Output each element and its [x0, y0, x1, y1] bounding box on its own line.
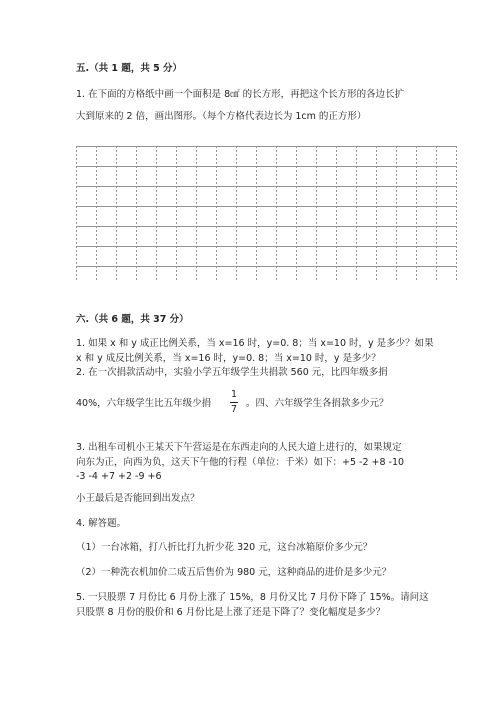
section-5-q1-line-1: 1. 在下面的方格纸中画一个面积是 8㎠ 的长方形，再把这个长方形的各边长扩 — [76, 89, 405, 100]
section-6-q1-line-1: 1. 如果 x 和 y 成正比例关系，当 x=16 时，y=0. 8；当 x=10 时，y 是多少？如果 — [76, 338, 434, 349]
fraction-one-seventh — [228, 389, 240, 416]
section-6-q2-line-1: 2. 在一次捐款活动中，实验小学五年级学生共捐款 560 元，比四年级多捐 — [76, 367, 388, 378]
section-6-q3-line-3: -3 -4 +7 +2 -9 +6 — [76, 471, 162, 482]
section-6-q2-line-2b: 。四、六年级学生各捐款多少元？ — [246, 398, 389, 409]
section-6-q5-line-2: 只股票 8 月份的股价和 6 月份比是上涨了还是下降了？变化幅度是多少？ — [76, 607, 386, 618]
fraction-bar — [230, 402, 238, 403]
square-grid-paper — [76, 146, 457, 282]
section-6-heading: 六.（共 6 题，共 37 分） — [76, 314, 189, 325]
section-5-q1-line-2: 大到原来的 2 倍，画出图形。（每个方格代表边长为 1cm 的正方形） — [76, 111, 367, 122]
fraction-denominator: 7 — [230, 404, 238, 415]
section-6-q1-line-2: x 和 y 成反比例关系，当 x=16 时，y=0. 8；当 x=10 时，y 是多少？ — [76, 353, 381, 364]
section-5-heading: 五.（共 1 题，共 5 分） — [76, 63, 183, 74]
section-6-q5-line-1: 5. 一只股票 7 月份比 6 月份上涨了 15%，8 月份又比 7 月份下降了 15%。请问这 — [76, 592, 429, 603]
section-6-q4-sub-2: （2）一种洗衣机加价二成五后售价为 980 元，这种商品的进价是多少元？ — [76, 567, 392, 578]
section-6-q3-line-2: 向东为正，向西为负，这天下午他的行程（单位：千米）如下：+5 -2 +8 -10 — [76, 457, 405, 468]
section-6-q3-line-1: 3. 出租车司机小王某天下午营运是在东西走向的人民大道上进行的，如果规定 — [76, 442, 402, 453]
section-6-q3-line-4: 小王最后是否能回到出发点？ — [76, 493, 200, 504]
section-6-q4-sub-1: （1）一台冰箱，打八折比打九折少花 320 元，这台冰箱原价多少元？ — [76, 542, 373, 553]
fraction-numerator: 1 — [230, 389, 238, 400]
section-6-q4-title: 4. 解答题。 — [76, 518, 127, 529]
section-6-q2-line-2a: 40%，六年级学生比五年级少捐 — [76, 398, 212, 409]
